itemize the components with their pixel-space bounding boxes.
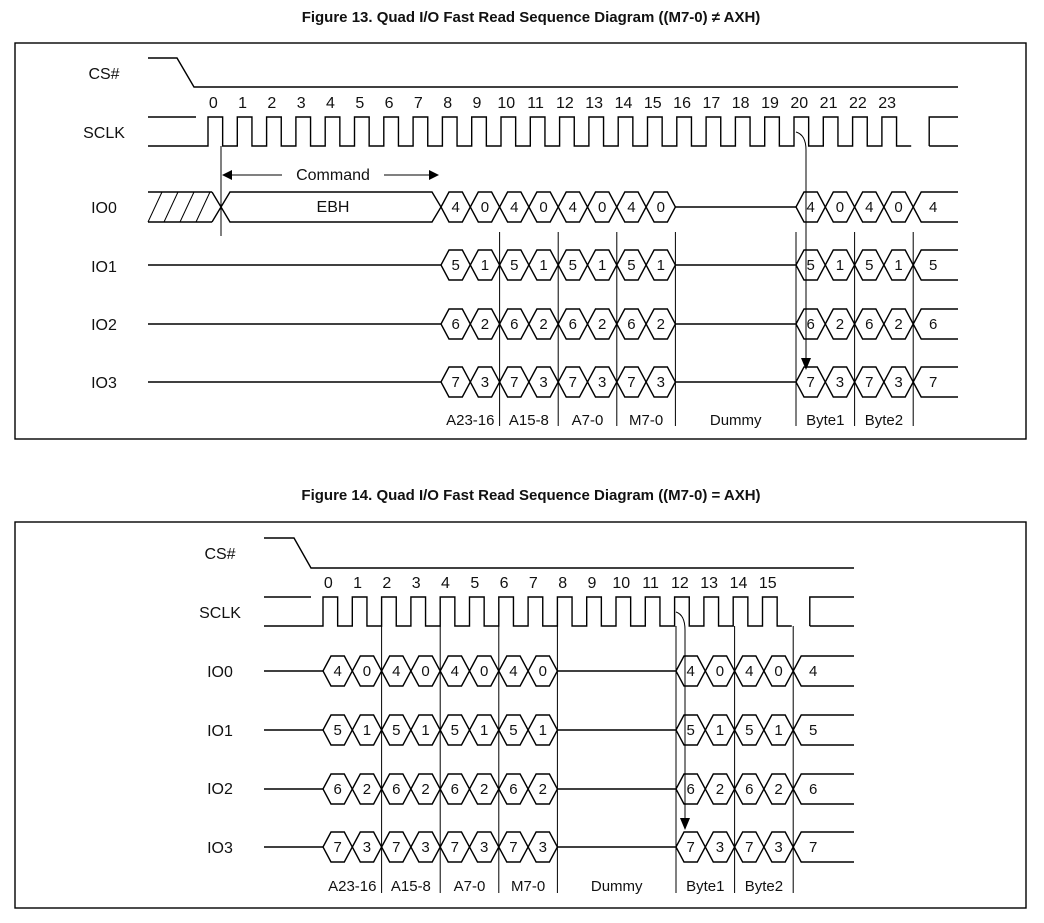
- figure-13-caption: Figure 13. Quad I/O Fast Read Sequence Diagram ((M7-0) ≠ AXH): [301, 9, 761, 26]
- io-data-value: 5: [745, 722, 754, 739]
- signal-label-io3: IO3: [207, 840, 233, 857]
- io-nibble-value: 0: [539, 199, 548, 216]
- io-nibble-value: 4: [333, 663, 342, 680]
- io-nibble-value: 3: [597, 374, 607, 391]
- io-nibble-value: 2: [479, 781, 489, 798]
- io-data-value: 4: [686, 663, 695, 680]
- clock-number: 18: [731, 95, 750, 112]
- io-nibble-value: 7: [450, 839, 460, 856]
- cs-waveform: [264, 538, 854, 568]
- io-nibble-value: 7: [568, 374, 578, 391]
- io-nibble-value: 2: [538, 781, 547, 798]
- io-data-value: 1: [715, 722, 725, 739]
- io-nibble-value: 2: [539, 316, 548, 333]
- io-nibble-value: 3: [480, 374, 490, 391]
- io-nibble-value: 1: [479, 722, 489, 739]
- io-nibble-value: 6: [627, 316, 636, 333]
- clock-number: 3: [296, 95, 306, 112]
- clock-number: 17: [702, 95, 721, 112]
- io-nibble-value: 3: [421, 839, 430, 856]
- io-nibble-value: 0: [538, 663, 547, 680]
- io-data-value: 5: [806, 257, 815, 274]
- io-nibble-value: 4: [451, 199, 460, 216]
- clock-number: 2: [382, 575, 392, 592]
- io-data-value: 4: [745, 663, 754, 680]
- clock-number: 8: [443, 95, 453, 112]
- io-data-value: 4: [809, 663, 818, 680]
- io3-lane: [264, 832, 854, 862]
- io-data-value: 2: [715, 781, 725, 798]
- io-nibble-value: 1: [362, 722, 372, 739]
- clock-number: 8: [558, 575, 568, 592]
- io0-undefined-bus: [148, 192, 212, 222]
- io-data-value: 6: [809, 781, 818, 798]
- io-data-value: 5: [929, 257, 938, 274]
- phase-label: M7-0: [629, 412, 664, 429]
- io-data-value: 6: [745, 781, 754, 798]
- io2-lane: [264, 774, 854, 804]
- io-data-value: 4: [929, 199, 938, 216]
- io-nibble-value: 0: [479, 663, 489, 680]
- io-data-value: 1: [894, 257, 903, 274]
- io-data-cell: [793, 656, 854, 686]
- clock-number: 21: [819, 95, 838, 112]
- io-lanes: [264, 656, 854, 862]
- signal-label-io0: IO0: [207, 664, 233, 681]
- io-data-value: 3: [894, 374, 903, 391]
- io-nibble-value: 6: [451, 316, 460, 333]
- clock-number: 3: [411, 575, 421, 592]
- io-nibble-value: 1: [597, 257, 607, 274]
- io-nibble-value: 2: [421, 781, 430, 798]
- io-nibble-value: 4: [392, 663, 401, 680]
- clock-number: 0: [208, 95, 218, 112]
- io-nibble-value: 0: [362, 663, 372, 680]
- io0-command-region: [148, 192, 441, 222]
- io-data-value: 1: [835, 257, 845, 274]
- io-nibble-value: 3: [538, 839, 547, 856]
- io-data-value: 7: [686, 839, 695, 856]
- io-data-value: 5: [686, 722, 695, 739]
- clock-number: 15: [758, 575, 777, 592]
- io-nibble-value: 1: [539, 257, 548, 274]
- ebh-value: EBH: [316, 199, 350, 216]
- io-nibble-value: 5: [509, 722, 518, 739]
- io-nibble-value: 2: [362, 781, 372, 798]
- clock-number: 10: [497, 95, 516, 112]
- io-data-value: 0: [774, 663, 783, 680]
- arrow-head-left: [222, 170, 232, 180]
- io1-lane: [264, 715, 854, 745]
- clock-number: 15: [643, 95, 662, 112]
- io-data-cell: [793, 715, 854, 745]
- io-nibble-value: 7: [509, 839, 518, 856]
- io-nibble-value: 6: [392, 781, 401, 798]
- arrow-head-right: [429, 170, 439, 180]
- signal-label-io0: IO0: [91, 200, 117, 217]
- io-nibble-value: 6: [510, 316, 519, 333]
- io0-lane: [264, 656, 854, 686]
- io-data-value: 0: [835, 199, 845, 216]
- clock-numbers: [324, 575, 777, 592]
- phase-label: M7-0: [511, 878, 546, 895]
- io-nibble-value: 2: [597, 316, 607, 333]
- io0-hatch: [148, 192, 210, 222]
- io-nibble-value: 6: [509, 781, 518, 798]
- io-data-value: 6: [686, 781, 695, 798]
- io-nibble-value: 0: [656, 199, 665, 216]
- io-data-value: 6: [929, 316, 938, 333]
- signal-label-io1: IO1: [207, 723, 233, 740]
- phase-label: A7-0: [453, 878, 486, 895]
- io-data-value: 5: [809, 722, 818, 739]
- io-nibble-value: 1: [421, 722, 430, 739]
- io2-lane: [148, 309, 958, 339]
- io-nibble-value: 4: [450, 663, 460, 680]
- io-nibble-value: 5: [392, 722, 401, 739]
- io-nibble-value: 1: [656, 257, 665, 274]
- io-data-value: 7: [806, 374, 815, 391]
- io-nibble-value: 5: [451, 257, 460, 274]
- cs-waveform: [148, 58, 958, 87]
- clock-number: 12: [670, 575, 689, 592]
- io-data-value: 0: [894, 199, 903, 216]
- figure-14: [15, 487, 1026, 908]
- io-data-value: 2: [774, 781, 783, 798]
- io-lanes: [148, 192, 958, 397]
- io-data-value: 3: [715, 839, 725, 856]
- io3-lane: [148, 367, 958, 397]
- io-nibble-value: 1: [538, 722, 547, 739]
- io-data-value: 3: [774, 839, 783, 856]
- io-data-value: 6: [865, 316, 874, 333]
- clock-numbers: [209, 95, 896, 112]
- io-nibble-value: 2: [656, 316, 665, 333]
- io-nibble-value: 4: [568, 199, 578, 216]
- phase-label: Byte1: [806, 412, 845, 429]
- clock-number: 5: [470, 575, 480, 592]
- phase-label: A15-8: [508, 412, 549, 429]
- io-nibble-value: 4: [510, 199, 519, 216]
- clock-number: 2: [267, 95, 277, 112]
- clock-number: 6: [384, 95, 394, 112]
- clock-number: 0: [323, 575, 333, 592]
- clock-number: 14: [729, 575, 748, 592]
- phase-label: A23-16: [446, 412, 495, 429]
- phase-label: Byte1: [686, 878, 725, 895]
- clock-number: 11: [642, 575, 659, 592]
- signal-label-io2: IO2: [207, 781, 233, 798]
- signal-label-sclk: SCLK: [199, 605, 241, 622]
- clock-number: 10: [612, 575, 631, 592]
- io-nibble-value: 1: [480, 257, 490, 274]
- dummy-arrow-line: [796, 132, 806, 364]
- io-data-cell: [793, 774, 854, 804]
- io-nibble-value: 3: [539, 374, 548, 391]
- figure-14-caption: Figure 14. Quad I/O Fast Read Sequence Diagram ((M7-0) = AXH): [301, 487, 761, 504]
- clock-number: 1: [353, 575, 363, 592]
- io-nibble-value: 7: [392, 839, 401, 856]
- clock-number: 5: [355, 95, 365, 112]
- clock-number: 4: [441, 575, 450, 592]
- io-data-value: 7: [929, 374, 938, 391]
- io-data-value: 7: [745, 839, 754, 856]
- io-nibble-value: 3: [656, 374, 665, 391]
- io-nibble-value: 0: [597, 199, 607, 216]
- io-nibble-value: 5: [333, 722, 342, 739]
- clock-number: 23: [878, 95, 897, 112]
- io-nibble-value: 5: [450, 722, 460, 739]
- io-data-value: 7: [809, 839, 818, 856]
- dummy-arrow-head: [680, 818, 690, 830]
- io-data-value: 5: [865, 257, 874, 274]
- signal-label-io2: IO2: [91, 317, 117, 334]
- io-data-value: 4: [806, 199, 815, 216]
- io-nibble-value: 4: [509, 663, 518, 680]
- io0-transition: [212, 192, 221, 222]
- phase-label: A7-0: [571, 412, 604, 429]
- clock-number: 16: [673, 95, 691, 112]
- io-data-value: 7: [865, 374, 874, 391]
- clock-number: 12: [555, 95, 574, 112]
- io1-lane: [148, 250, 958, 280]
- clock-number: 13: [700, 575, 719, 592]
- sclk-waveform: [148, 117, 958, 146]
- clock-number: 6: [499, 575, 509, 592]
- signal-label-sclk: SCLK: [83, 125, 125, 142]
- io-data-value: 0: [715, 663, 725, 680]
- io-data-value: 3: [835, 374, 845, 391]
- clock-number: 19: [761, 95, 779, 112]
- io-nibble-value: 0: [480, 199, 490, 216]
- io-nibble-value: 7: [627, 374, 636, 391]
- io-nibble-value: 7: [333, 839, 342, 856]
- figure-13: [15, 9, 1026, 439]
- clock-number: 9: [472, 95, 482, 112]
- signal-label-cs: CS#: [204, 546, 236, 563]
- clock-number: 20: [790, 95, 809, 112]
- command-label: Command: [296, 167, 370, 184]
- io-nibble-value: 6: [333, 781, 342, 798]
- phase-label: Dummy: [709, 412, 762, 429]
- io-nibble-value: 3: [362, 839, 372, 856]
- io-nibble-value: 5: [568, 257, 578, 274]
- io-nibble-value: 3: [479, 839, 489, 856]
- io-nibble-value: 5: [627, 257, 636, 274]
- figure-13-frame: [15, 43, 1026, 439]
- io-data-value: 1: [774, 722, 783, 739]
- clock-number: 9: [587, 575, 597, 592]
- io-data-value: 2: [835, 316, 845, 333]
- io-nibble-value: 7: [510, 374, 519, 391]
- clock-number: 1: [238, 95, 248, 112]
- io-data-value: 2: [894, 316, 903, 333]
- clock-number: 7: [413, 95, 423, 112]
- dummy-arrow-head: [801, 358, 811, 370]
- signal-label-io3: IO3: [91, 375, 117, 392]
- phase-label: A23-16: [328, 878, 377, 895]
- phase-label: Byte2: [864, 412, 904, 429]
- signal-label-cs: CS#: [88, 66, 120, 83]
- phase-label: Dummy: [590, 878, 643, 895]
- clock-number: 22: [848, 95, 867, 112]
- sclk-waveform: [264, 597, 854, 626]
- clock-number: 14: [614, 95, 633, 112]
- phase-label: Byte2: [744, 878, 784, 895]
- io-data-cell: [793, 832, 854, 862]
- io-data-value: 4: [865, 199, 874, 216]
- clock-number: 7: [528, 575, 538, 592]
- clock-number: 13: [585, 95, 604, 112]
- io-nibble-value: 0: [421, 663, 430, 680]
- io-nibble-value: 6: [450, 781, 460, 798]
- io-nibble-value: 4: [627, 199, 636, 216]
- signal-label-io1: IO1: [91, 259, 117, 276]
- clock-number: 4: [326, 95, 335, 112]
- phase-label: A15-8: [390, 878, 431, 895]
- io-nibble-value: 6: [568, 316, 578, 333]
- clock-number: 11: [527, 95, 544, 112]
- io0-lane: [441, 192, 958, 222]
- io-data-value: 6: [806, 316, 815, 333]
- io-nibble-value: 7: [451, 374, 460, 391]
- io-nibble-value: 5: [510, 257, 519, 274]
- io-nibble-value: 2: [480, 316, 490, 333]
